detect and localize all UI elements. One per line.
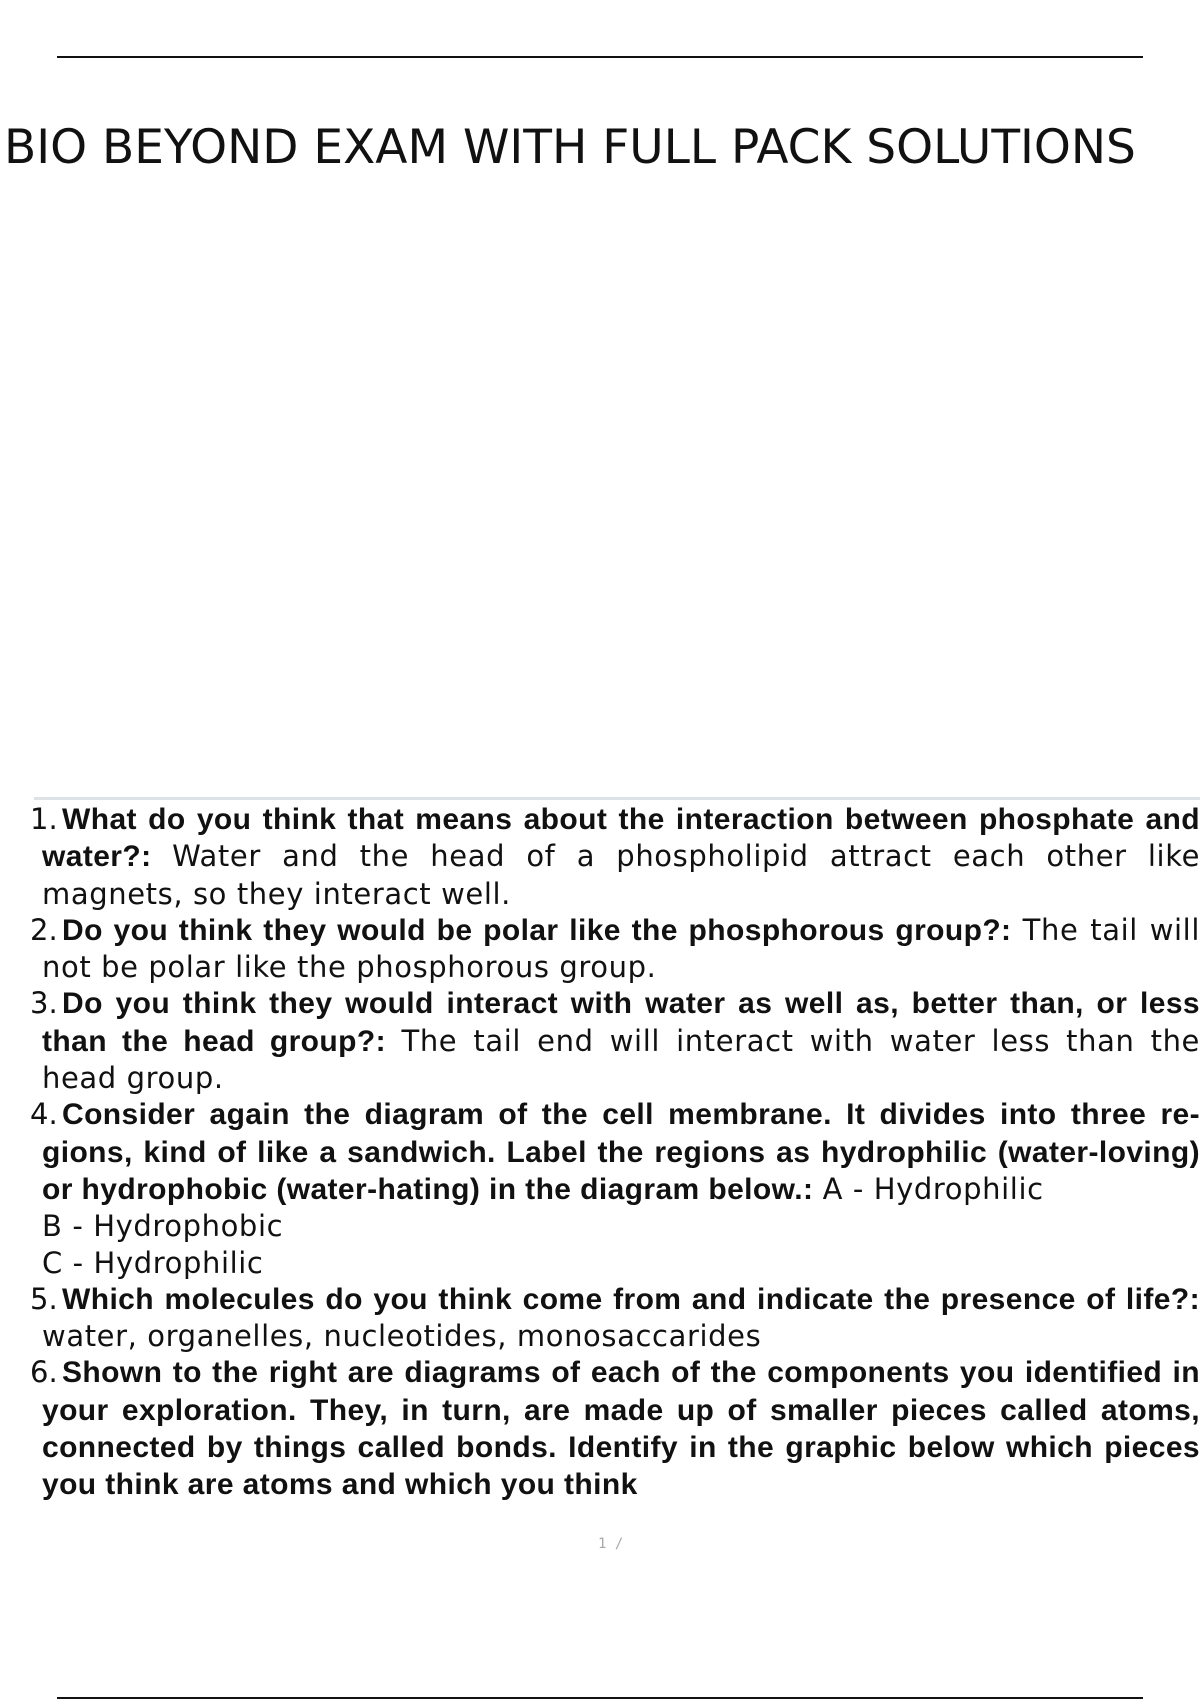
list-item	[30, 801, 1200, 912]
question-text: Do you think they would be polar like the phosphorous group?:	[62, 913, 1012, 947]
footer-rule	[57, 1697, 1143, 1699]
document-title: BIO BEYOND EXAM WITH FULL PACK SOLUTIONS	[4, 120, 1136, 175]
answer-text: The tail end will interact with water less than the head group.	[42, 1023, 1200, 1096]
item-number: 2.	[30, 912, 58, 947]
question-text: Do you think they would interact with water as well as, better than, or less than the head group?:	[42, 987, 1200, 1058]
answer-text: The tail will not be polar like the phosphorous group.	[42, 912, 1200, 985]
item-text	[42, 801, 1200, 912]
question-text: Shown to the right are diagrams of each of the components you identified in your exploration. They, in turn, are made up of smaller pieces called atoms, connected by things called bonds. Identify in the graphic below which pieces you think are atoms and which you think	[42, 1356, 1200, 1502]
item-text	[42, 912, 1200, 986]
list-item	[30, 912, 1200, 986]
item-text	[42, 1096, 1200, 1280]
answer-text: A - Hydrophilic B - Hydrophobic C - Hydrophilic	[42, 1171, 1044, 1280]
item-number: 5.	[30, 1281, 58, 1316]
list-item	[30, 985, 1200, 1096]
list-item	[30, 1096, 1200, 1280]
question-text: Which molecules do you think come from and indicate the presence of life?:	[62, 1282, 1200, 1316]
section-divider	[34, 797, 1200, 800]
item-number: 1.	[30, 802, 58, 836]
list-item	[30, 1354, 1200, 1503]
item-text	[42, 1281, 1200, 1355]
item-text	[42, 1354, 1200, 1503]
answer-text: water, organelles, nucleotides, monosaccarides	[42, 1319, 762, 1354]
item-number: 4.	[30, 1097, 58, 1132]
question-text: Consider again the diagram of the cell membrane. It divides into three re- gions, kind of like a sandwich. Label the regions as hydrophilic (water-loving) or hydrophobic (water-hating) in the diagram below.:	[42, 1098, 1200, 1206]
item-text	[42, 985, 1200, 1096]
item-number: 3.	[30, 986, 58, 1021]
answer-text: Water and the head of a phospholipid attract each other like magnets, so they interact well.	[42, 839, 1200, 911]
item-number: 6.	[30, 1355, 58, 1390]
page-number: 1 /	[598, 1536, 624, 1552]
list-item	[30, 1281, 1200, 1355]
question-answer-list	[30, 801, 1200, 1504]
header-rule	[57, 56, 1143, 58]
question-text: What do you think that means about the interaction between phosphate and water?:	[42, 803, 1200, 874]
